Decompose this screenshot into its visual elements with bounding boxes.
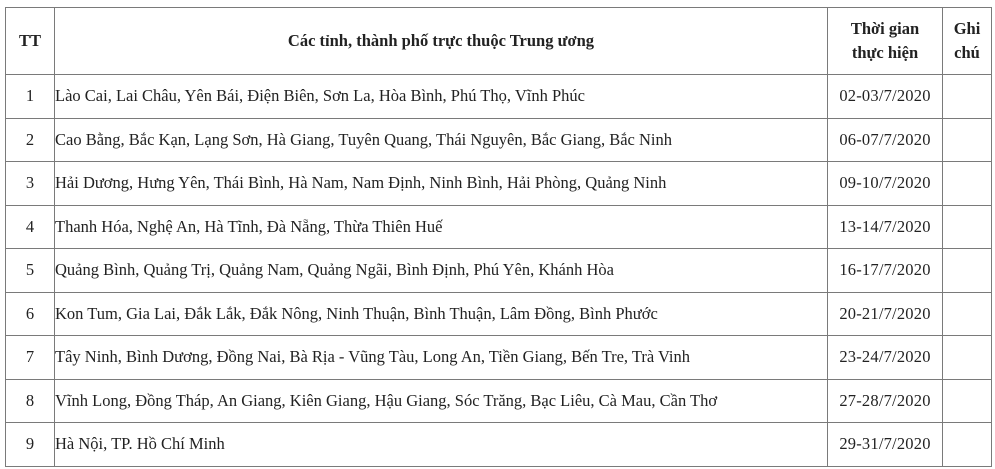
cell-tt: 9 <box>6 423 55 467</box>
cell-provinces: Vĩnh Long, Đồng Tháp, An Giang, Kiên Giang, Hậu Giang, Sóc Trăng, Bạc Liêu, Cà Mau, Cần Thơ <box>55 379 828 423</box>
table-row <box>6 379 992 423</box>
table-row <box>6 292 992 336</box>
cell-provinces: Thanh Hóa, Nghệ An, Hà Tĩnh, Đà Nẵng, Thừa Thiên Huế <box>55 205 828 249</box>
cell-note <box>943 118 992 162</box>
cell-note <box>943 249 992 293</box>
cell-tt: 7 <box>6 336 55 380</box>
cell-note <box>943 162 992 206</box>
cell-tt: 4 <box>6 205 55 249</box>
schedule-table <box>5 7 992 467</box>
cell-provinces: Quảng Bình, Quảng Trị, Quảng Nam, Quảng Ngãi, Bình Định, Phú Yên, Khánh Hòa <box>55 249 828 293</box>
table-row <box>6 249 992 293</box>
cell-provinces: Kon Tum, Gia Lai, Đắk Lắk, Đắk Nông, Ninh Thuận, Bình Thuận, Lâm Đồng, Bình Phước <box>55 292 828 336</box>
cell-time: 02-03/7/2020 <box>828 75 943 119</box>
cell-provinces: Lào Cai, Lai Châu, Yên Bái, Điện Biên, Sơn La, Hòa Bình, Phú Thọ, Vĩnh Phúc <box>55 75 828 119</box>
cell-provinces: Hải Dương, Hưng Yên, Thái Bình, Hà Nam, Nam Định, Ninh Bình, Hải Phòng, Quảng Ninh <box>55 162 828 206</box>
table-row <box>6 118 992 162</box>
cell-note <box>943 205 992 249</box>
cell-provinces: Tây Ninh, Bình Dương, Đồng Nai, Bà Rịa - Vũng Tàu, Long An, Tiền Giang, Bến Tre, Trà Vinh <box>55 336 828 380</box>
cell-tt: 1 <box>6 75 55 119</box>
header-note-line2: chú <box>954 43 980 62</box>
header-row <box>6 8 992 75</box>
table-row <box>6 423 992 467</box>
cell-tt: 6 <box>6 292 55 336</box>
header-note <box>943 8 992 75</box>
cell-note <box>943 379 992 423</box>
cell-time: 20-21/7/2020 <box>828 292 943 336</box>
cell-tt: 2 <box>6 118 55 162</box>
cell-time: 06-07/7/2020 <box>828 118 943 162</box>
header-time-line1: Thời gian <box>850 19 920 38</box>
cell-time: 16-17/7/2020 <box>828 249 943 293</box>
table-row <box>6 336 992 380</box>
cell-time: 09-10/7/2020 <box>828 162 943 206</box>
cell-time: 23-24/7/2020 <box>828 336 943 380</box>
cell-note <box>943 292 992 336</box>
cell-note <box>943 423 992 467</box>
cell-note <box>943 75 992 119</box>
cell-tt: 8 <box>6 379 55 423</box>
cell-time: 29-31/7/2020 <box>828 423 943 467</box>
header-note-line1: Ghi <box>953 19 981 38</box>
table-row <box>6 162 992 206</box>
cell-time: 13-14/7/2020 <box>828 205 943 249</box>
cell-tt: 3 <box>6 162 55 206</box>
header-time-line2: thực hiện <box>851 43 919 62</box>
cell-provinces: Cao Bằng, Bắc Kạn, Lạng Sơn, Hà Giang, Tuyên Quang, Thái Nguyên, Bắc Giang, Bắc Ninh <box>55 118 828 162</box>
cell-provinces: Hà Nội, TP. Hồ Chí Minh <box>55 423 828 467</box>
cell-tt: 5 <box>6 249 55 293</box>
cell-note <box>943 336 992 380</box>
cell-time: 27-28/7/2020 <box>828 379 943 423</box>
header-time <box>828 8 943 75</box>
table-row <box>6 205 992 249</box>
table-row <box>6 75 992 119</box>
header-provinces: Các tỉnh, thành phố trực thuộc Trung ương <box>55 8 828 75</box>
header-tt: TT <box>6 8 55 75</box>
